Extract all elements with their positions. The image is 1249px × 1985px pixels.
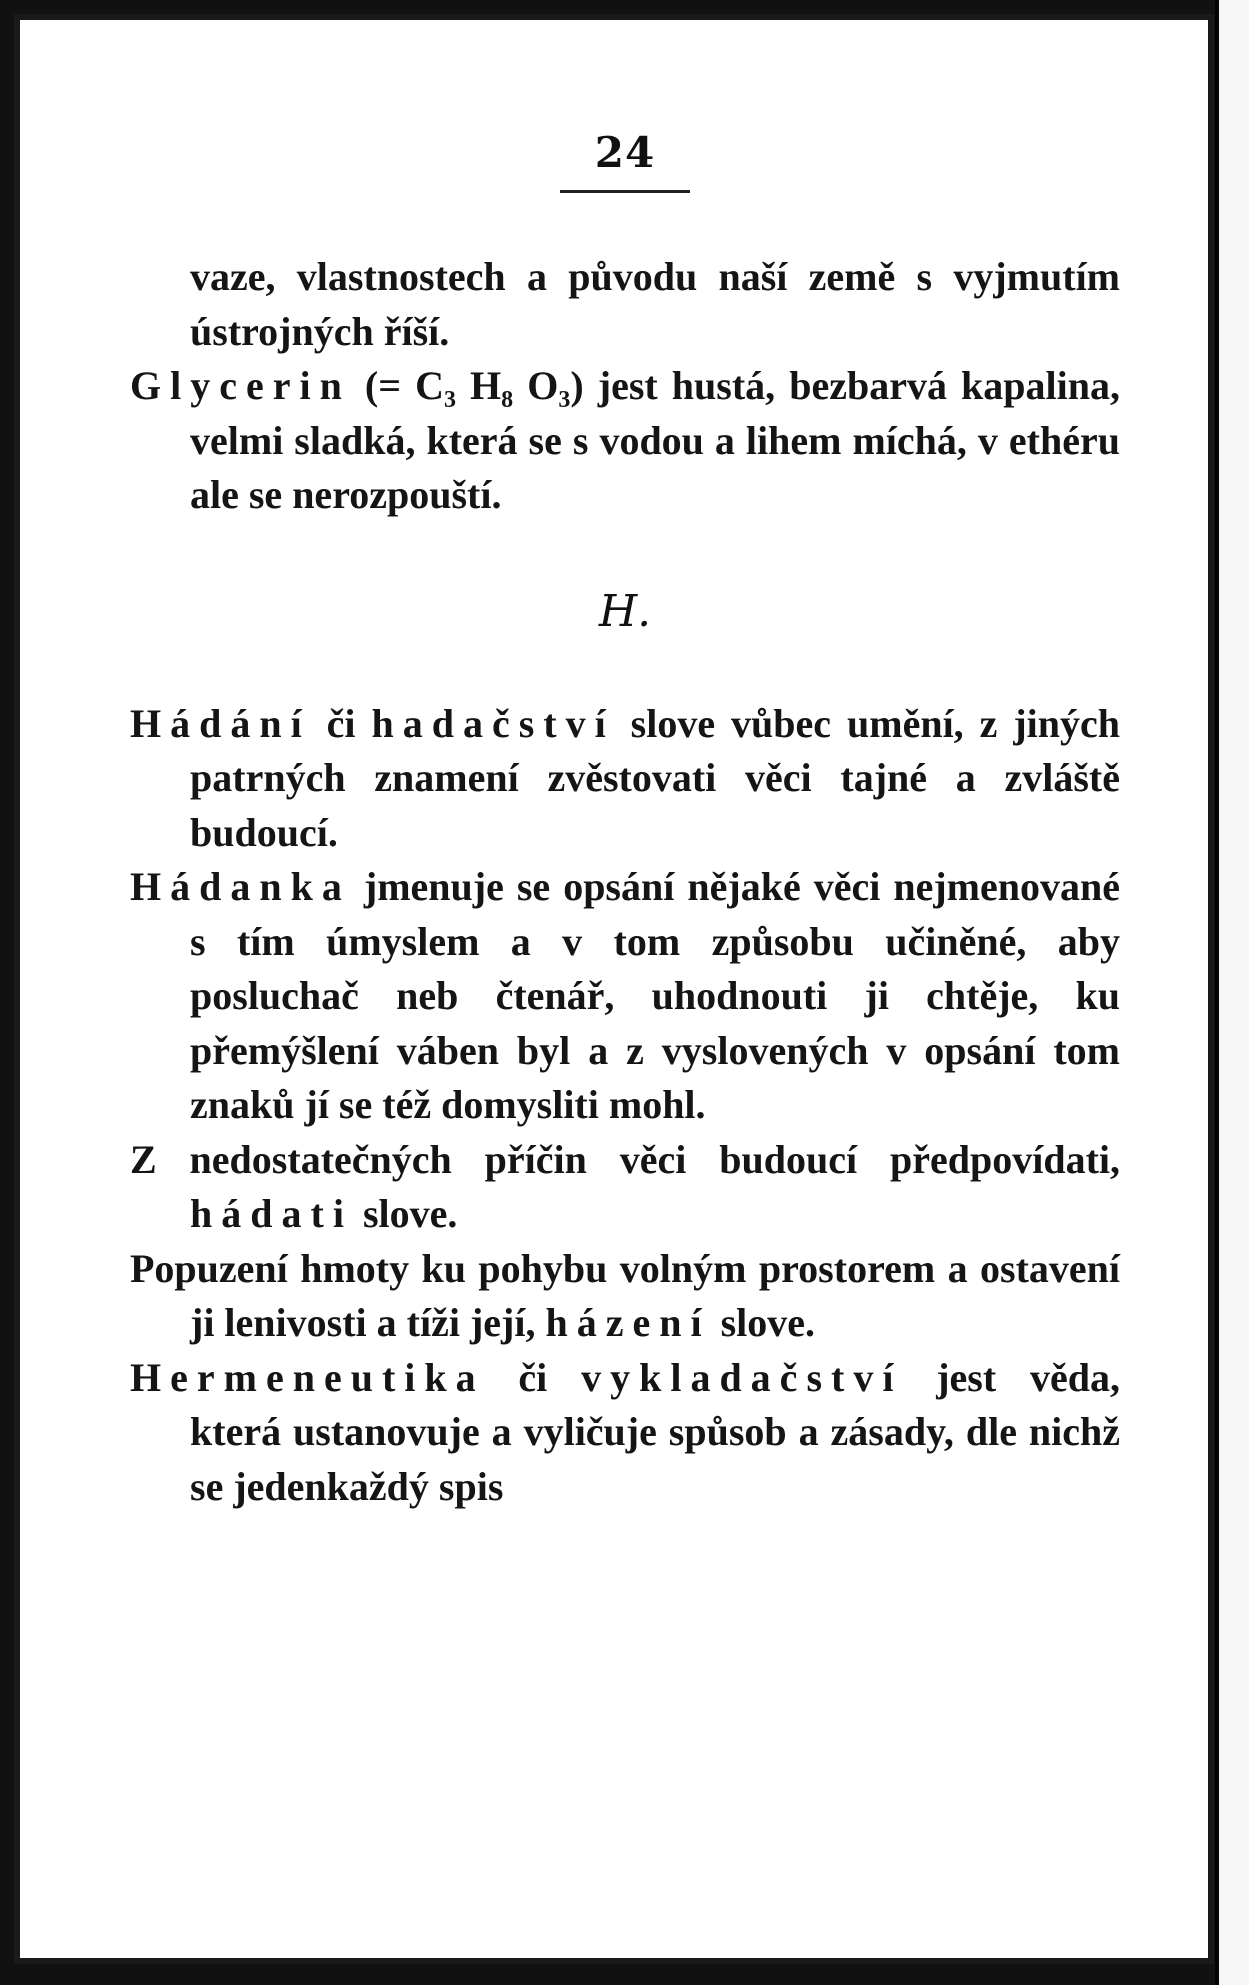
entry-post-text: slove. xyxy=(352,1191,458,1236)
intro-continuation-text: vaze, vlastnostech a původu naší země s vyjmutím ústrojných říší. xyxy=(190,254,1120,354)
entry-post-text: slove. xyxy=(710,1300,816,1345)
entry-term-alt: hadačství xyxy=(371,700,615,746)
entry-term: hádati xyxy=(190,1191,353,1236)
entry-hadanka xyxy=(130,860,1120,1133)
entry-hadati xyxy=(130,1133,1120,1242)
entry-hadani xyxy=(130,697,1120,861)
entry-term: Hádání xyxy=(130,700,311,746)
intro-continuation xyxy=(130,250,1120,359)
page-number-rule xyxy=(560,190,690,193)
section-heading: H. xyxy=(598,585,652,637)
entry-term-alt: vykladačství xyxy=(581,1354,903,1400)
entry-definition: jest hustá, bezbarvá kapalina, velmi sladká, která se s vodou a lihem míchá, v ethéru ale se nerozpouští. xyxy=(190,363,1120,517)
formula-subscript-c: 3 xyxy=(443,387,456,413)
body-text xyxy=(130,250,1120,1514)
entry-connector: či xyxy=(484,1354,582,1400)
adjacent-page-edge xyxy=(1215,0,1249,1985)
entry-term: Glycerin xyxy=(130,363,351,408)
entry-pre-text: Popuzení hmoty ku pohybu volným prostorem a ostavení ji lenivosti a tíži její, xyxy=(130,1245,1120,1345)
entry-definition: jest věda, která ustanovuje a vyličuje spůsob a zásady, dle nichž se jedenkaždý spis xyxy=(190,1354,1120,1509)
formula-h: H xyxy=(455,363,502,408)
formula-subscript-o: 3 xyxy=(558,387,571,413)
formula-close: ) xyxy=(570,363,584,408)
page-number: 24 xyxy=(594,128,656,177)
formula-o: O xyxy=(513,363,559,408)
entry-term: házení xyxy=(545,1300,711,1345)
entry-term: Hermeneutika xyxy=(130,1354,485,1400)
entry-hermeneutika xyxy=(130,1351,1120,1515)
entry-definition: slove vůbec umění, z jiných patrných znamení zvěstovati věci tajné a zvláště budoucí. xyxy=(190,700,1121,855)
entry-definition: jmenuje se opsání nějaké věci nejmenované s tím úmyslem a v tom způsobu učiněné, aby posluchač neb čtenář, uhodnouti ji chtěje, ku přemýšlení váben byl a z vyslovených v opsání tom znaků jí se též domysliti mohl. xyxy=(190,864,1120,1127)
formula xyxy=(364,363,584,413)
entry-term: Hádanka xyxy=(130,864,351,909)
formula-subscript-h: 8 xyxy=(501,387,514,413)
entry-pre-text: Z nedostatečných příčin věci budoucí předpovídati, xyxy=(130,1136,1120,1182)
entry-connector: či xyxy=(310,700,372,746)
entry-glycerin xyxy=(130,359,1120,523)
entry-hazeni xyxy=(130,1242,1120,1351)
formula-open: (= C xyxy=(364,363,444,408)
